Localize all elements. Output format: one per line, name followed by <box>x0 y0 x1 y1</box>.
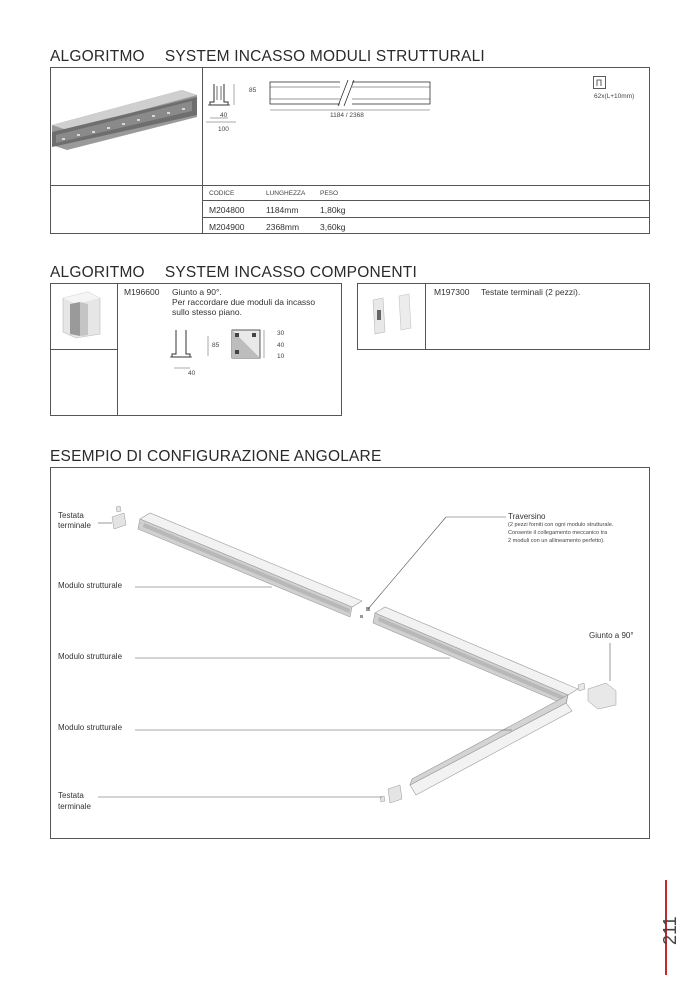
label-giunto: Giunto a 90° <box>589 631 634 640</box>
end-cap-bottom <box>380 785 402 803</box>
traversino-note: (2 pezzi forniti con ogni modulo strutturale. <box>508 522 614 528</box>
giunto-desc-line: sullo stesso piano. <box>172 307 242 317</box>
brand-label: ALGORITMO <box>50 48 145 65</box>
section-title: SYSTEM INCASSO MODULI STRUTTURALI <box>164 48 485 65</box>
label-testata-top: terminale <box>58 521 91 530</box>
label-modulo-1: Modulo strutturale <box>58 581 123 590</box>
section-heading-config <box>50 448 382 466</box>
page-number: 211 <box>660 916 680 945</box>
table-cell: M204800 <box>209 205 245 215</box>
table-cell: 1184mm <box>266 205 299 215</box>
label-modulo-3: Modulo strutturale <box>58 723 123 732</box>
traversino-note: Consente il collegamento meccanico tra <box>508 530 608 536</box>
table-cell: 1,80kg <box>320 205 346 215</box>
giunto-dim-a: 30 <box>277 330 285 337</box>
recessed-mount-icon <box>593 76 607 90</box>
section-title: SYSTEM INCASSO COMPONENTI <box>164 264 417 281</box>
giunto-code: M196600 <box>124 287 160 297</box>
end-caps-image <box>365 292 420 342</box>
giunto-dim-h: 85 <box>212 342 220 349</box>
giunto-desc-line: Per raccordare due moduli da incasso <box>172 297 316 307</box>
testate-code: M197300 <box>434 287 470 297</box>
col-header-peso: PESO <box>320 190 339 197</box>
table-cell: 3,60kg <box>320 222 346 232</box>
corner-joint-image <box>58 290 108 340</box>
giunto-desc-line: Giunto a 90°. <box>172 287 222 297</box>
brand-label: ALGORITMO <box>50 264 145 281</box>
section-title: ESEMPIO DI CONFIGURAZIONE ANGOLARE <box>50 448 382 465</box>
dim-height: 85 <box>249 87 257 94</box>
label-testata-top: Testata <box>58 511 84 520</box>
giunto-drawing <box>168 326 278 376</box>
giunto-dim-c: 10 <box>277 353 285 360</box>
table-cell: 2368mm <box>266 222 300 232</box>
col-header-codice: CODICE <box>209 190 235 197</box>
testate-desc: Testate terminali (2 pezzi). <box>481 287 581 297</box>
traversino-note: 2 moduli con un allineamento perfetto). <box>508 538 605 544</box>
end-cap-top <box>112 506 126 529</box>
dim-width-inner: 40 <box>220 112 228 119</box>
structural-module-1 <box>138 513 362 617</box>
structural-module-image <box>52 85 197 155</box>
giunto-dim-b: 40 <box>277 342 285 349</box>
label-testata-bottom: terminale <box>58 802 91 811</box>
label-traversino: Traversino <box>508 512 546 521</box>
table-cell: M204900 <box>209 222 245 232</box>
dim-width-outer: 100 <box>218 126 229 133</box>
giunto-dim-w: 40 <box>188 370 196 377</box>
dim-length: 1184 / 2368 <box>330 112 364 119</box>
structural-module-3 <box>410 695 572 795</box>
label-testata-bottom: Testata <box>58 791 84 800</box>
module-section-drawing <box>206 80 266 135</box>
structural-module-2 <box>373 607 578 705</box>
corner-joint <box>578 683 616 709</box>
mount-cutout-note: 62x(L+10mm) <box>594 93 635 100</box>
section-heading-moduli <box>50 48 485 66</box>
col-header-lunghezza: LUNGHEZZA <box>266 190 306 197</box>
label-modulo-2: Modulo strutturale <box>58 652 123 661</box>
section-heading-componenti <box>50 264 417 282</box>
